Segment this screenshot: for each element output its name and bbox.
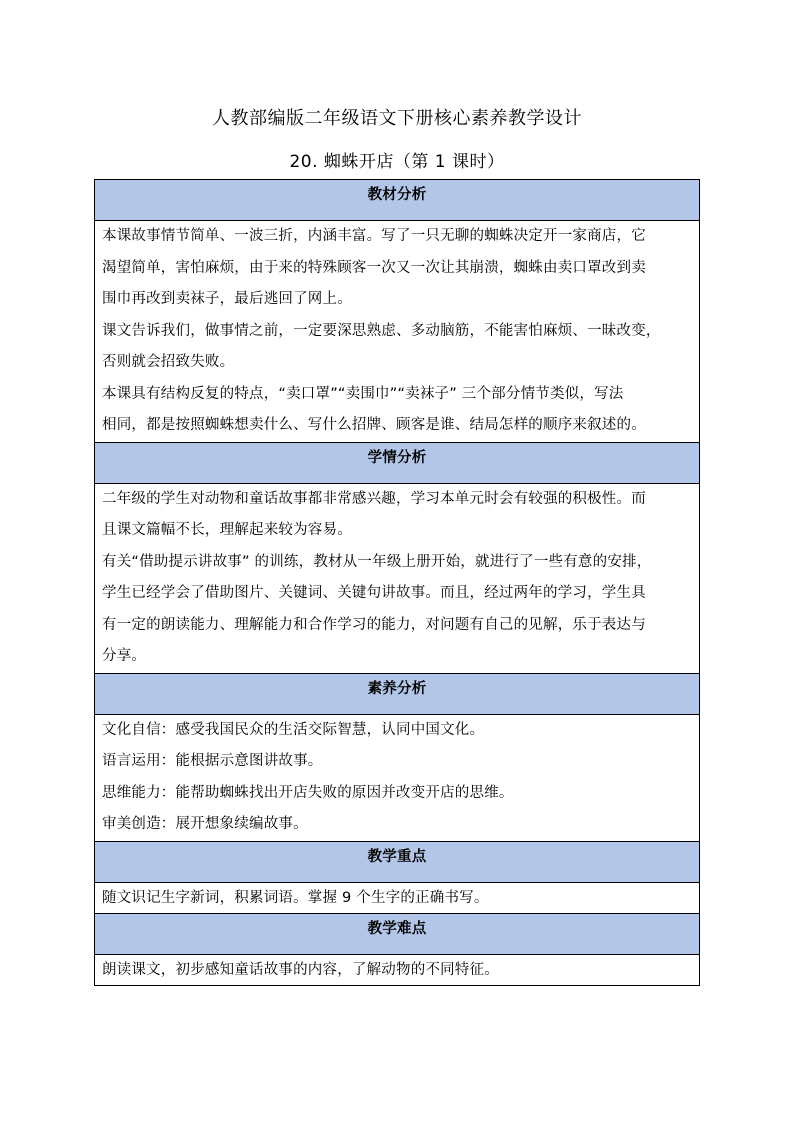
body-line: 有关“借助提示讲故事” 的训练，教材从一年级上册开始，就进行了一些有意的安排，	[102, 553, 652, 570]
lesson-plan-table	[94, 179, 700, 986]
body-line: 语言运用：能根据示意图讲故事。	[102, 753, 323, 769]
body-line: 朗读课文，初步感知童话故事的内容，了解动物的不同特征。	[102, 961, 499, 978]
section-heading-textbook-analysis: 教材分析	[95, 180, 700, 221]
section-body-row	[95, 483, 700, 673]
body-line: 相同，都是按照蜘蛛想卖什么、写什么招牌、顾客是谁、结局怎样的顺序来叙述的。	[102, 417, 646, 433]
body-line: 有一定的朗读能力、理解能力和合作学习的能力，对问题有自己的见解，乐于表达与	[102, 616, 646, 633]
body-line: 文化自信：感受我国民众的生活交际智慧，认同中国文化。	[102, 721, 485, 738]
body-line: 思维能力：能帮助蜘蛛找出开店失败的原因并改变开店的思维。	[102, 784, 514, 801]
section-header-row	[95, 913, 700, 954]
section-header-row	[95, 180, 700, 221]
section-heading-teaching-difficulty: 教学难点	[95, 913, 700, 954]
body-line: 随文识记生字新词，积累词语。掌握 9 个生字的正确书写。	[102, 889, 489, 906]
body-line: 分享。	[102, 648, 147, 664]
body-line: 二年级的学生对动物和童话故事都非常感兴趣，学习本单元时会有较强的积极性。而	[102, 490, 646, 507]
section-body-teaching-focus	[95, 882, 700, 913]
section-body-row	[95, 882, 700, 913]
section-heading-literacy-analysis: 素养分析	[95, 673, 700, 714]
body-line: 审美创造：展开想象续编故事。	[102, 816, 308, 832]
body-line: 本课故事情节简单、一波三折，内涵丰富。写了一只无聊的蜘蛛决定开一家商店，它	[102, 228, 646, 244]
body-line: 课文告诉我们，做事情之前，一定要深思熟虑、多动脑筋，不能害怕麻烦、一昧改变，	[102, 322, 661, 339]
section-body-teaching-difficulty	[95, 954, 700, 985]
document-title: 人教部编版二年级语文下册核心素养教学设计	[212, 108, 582, 129]
body-line: 且课文篇幅不长，理解起来较为容易。	[102, 522, 352, 538]
section-body-row	[95, 714, 700, 841]
section-body-row	[95, 221, 700, 443]
body-line: 围巾再改到卖袜子，最后逃回了网上。	[102, 291, 352, 307]
section-heading-learner-analysis: 学情分析	[95, 442, 700, 483]
body-line: 学生已经学会了借助图片、关键词、关键句讲故事。而且，经过两年的学习，学生具	[102, 585, 646, 601]
section-heading-teaching-focus: 教学重点	[95, 841, 700, 882]
section-body-textbook-analysis	[95, 221, 700, 443]
body-line: 本课具有结构反复的特点，“卖口罩”“卖围巾”“卖袜子” 三个部分情节类似，写法	[102, 385, 624, 402]
section-header-row	[95, 442, 700, 483]
body-line: 渴望简单，害怕麻烦，由于来的特殊顾客一次又一次让其崩溃，蜘蛛由卖口罩改到卖	[102, 259, 646, 276]
section-header-row	[95, 841, 700, 882]
section-body-row	[95, 954, 700, 985]
body-line: 否则就会招致失败。	[102, 354, 235, 370]
section-body-literacy-analysis	[95, 714, 700, 841]
section-header-row	[95, 673, 700, 714]
section-body-learner-analysis	[95, 483, 700, 673]
lesson-subtitle: 20. 蜘蛛开店（第 1 课时）	[289, 152, 505, 172]
